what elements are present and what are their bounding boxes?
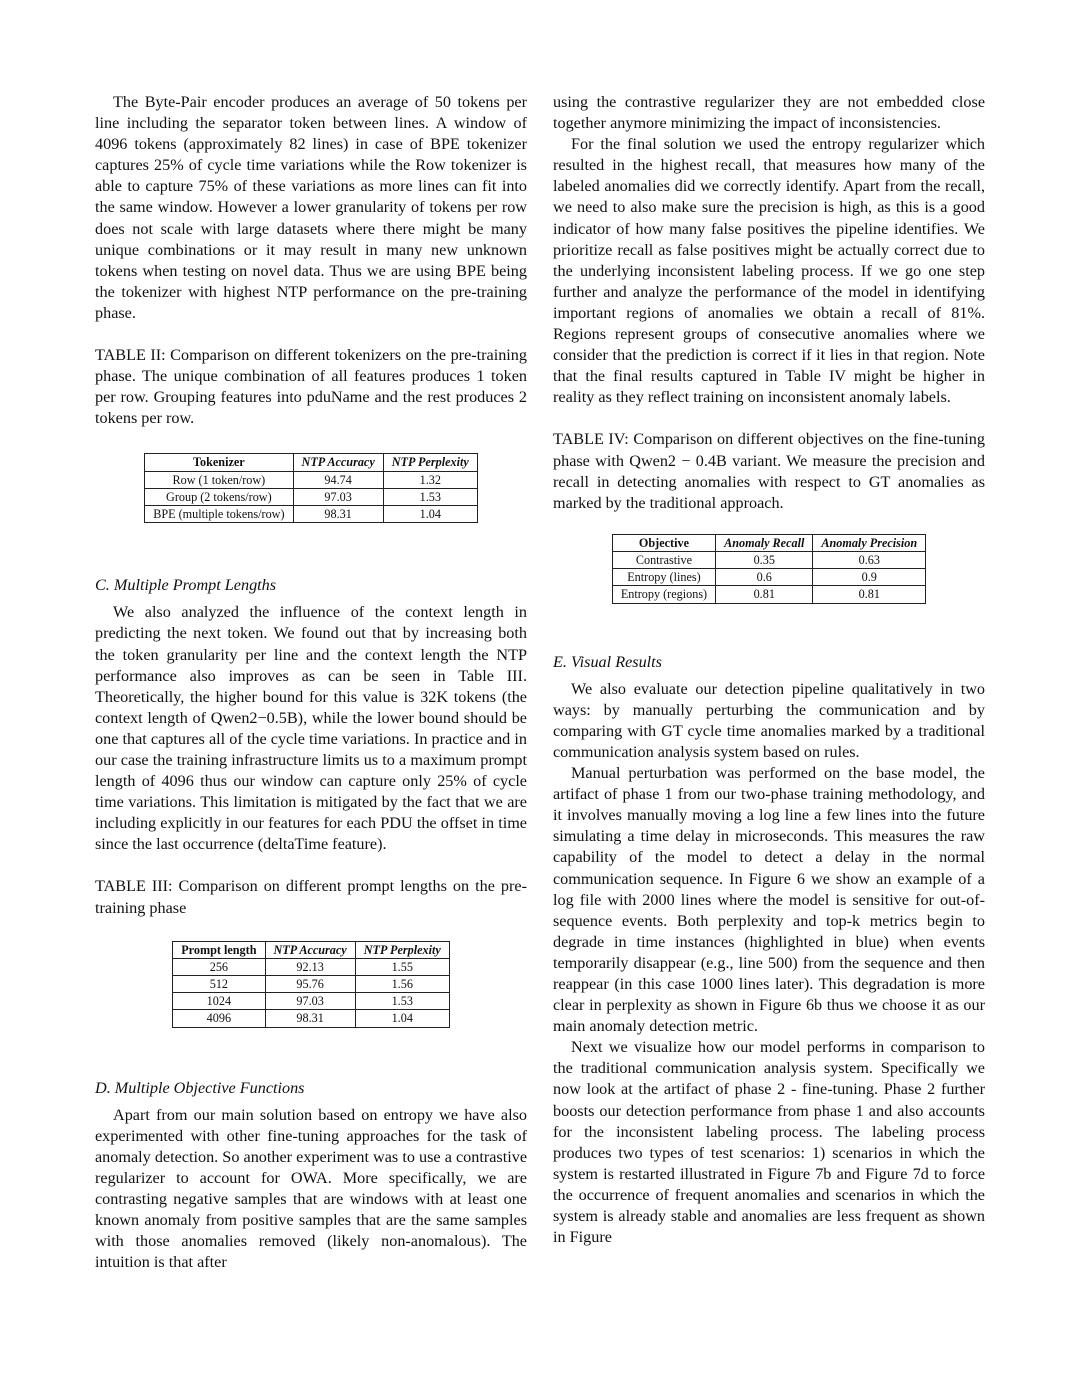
table-row	[612, 551, 925, 568]
paragraph-contrastive-continued: using the contrastive regularizer they are not embedded close together anymore minimizing the impact of inconsistencies.	[553, 93, 985, 133]
table-cell: 0.9	[813, 569, 926, 586]
table-4	[612, 534, 926, 604]
paragraph-visual-results: We also evaluate our detection pipeline qualitatively in two ways: by manually perturbing the communication and by comparing with GT cycle time anomalies marked by a traditional communication analysis system based on rules.	[553, 679, 985, 761]
table-cell: 0.81	[716, 586, 813, 603]
table-cell: 92.13	[265, 958, 355, 975]
section-heading-d: D. Multiple Objective Functions	[95, 1078, 305, 1097]
table-row	[173, 993, 450, 1010]
table-cell: 1.32	[383, 471, 477, 488]
table-cell: 98.31	[293, 506, 383, 523]
table-cell: 4096	[173, 1010, 265, 1027]
paragraph-manual-perturbation: Manual perturbation was performed on the base model, the artifact of phase 1 from our two-phase training methodology, and it involves manually moving a log line a few lines into the future simulating a time delay in microseconds. This measures the raw capability of the model to detect a delay in the normal communication sequence. In Figure 6 we show an example of a log file with 2000 lines where the model is sensitive for out-of-sequence events. Both perplexity and top-k metrics begin to degrade in time instances (highlighted in blue) when events temporarily disappear (e.g., line 500) from the sequence and then reappear (in this case 1000 lines later). This degradation is more clear in perplexity as shown in Figure 6b thus we choose it as our main anomaly detection metric.	[553, 764, 985, 1036]
paragraph-prompt-lengths: We also analyzed the influence of the context length in predicting the next token. We found out that by increasing both the token granularity per line and the context length the NTP performance also improves as can be seen in Table III. Theoretically, the higher bound for this value is 32K tokens (the context length of Qwen2−0.5B), while the lower bound should be one that captures all of the cycle time variations. In practice and in our case the training infrastructure limits us to a maximum prompt length of 4096 thus our window can capture only 25% of cycle time variations. This limitation is mitigated by the fact that we are including explicitly in our features for each PDU the offset in time since the last occurrence (deltaTime feature).	[95, 603, 527, 854]
table-cell: 1.04	[355, 1010, 449, 1027]
table-row	[145, 471, 478, 488]
table-header: NTP Perplexity	[355, 941, 449, 958]
table-cell: 1.55	[355, 958, 449, 975]
table-cell: 98.31	[265, 1010, 355, 1027]
table-header: Objective	[612, 534, 715, 551]
table-cell: Entropy (regions)	[612, 586, 715, 603]
paragraph-tokenizer: The Byte-Pair encoder produces an average of 50 tokens per line including the separator token between lines. A window of 4096 tokens (approximately 82 lines) in case of BPE tokenizer captures 25% of cycle time variations while the Row tokenizer is able to capture 75% of these variations as more lines can fit into the same window. However a lower granularity of tokens per row does not scale with large datasets where there might be many unique combinations or it may result in many new unknown tokens when testing on novel data. Thus we are using BPE being the tokenizer with highest NTP performance on the pre-training phase.	[95, 93, 527, 322]
table-cell: 512	[173, 976, 265, 993]
table-row	[145, 488, 478, 505]
table-cell: 0.63	[813, 551, 926, 568]
paragraph-final-solution: For the final solution we used the entropy regularizer which resulted in the highest recall, that measures how many of the labeled anomalies did we correctly identify. Apart from the recall, we need to also make sure the precision is high, as this is a good indicator of how many false positives the pipeline identifies. We prioritize recall as false positives might be actually correct due to the underlying inconsistent labeling process. If we go one step further and analyze the performance of the model in identifying important regions of anomalies we obtain a recall of 81%. Regions represent groups of consecutive anomalies where we consider that the prediction is correct if it lies in that region. Note that the final results captured in Table IV might be higher in reality as they reflect training on inconsistent anomaly labels.	[553, 135, 985, 407]
table-cell: 97.03	[265, 993, 355, 1010]
table-row	[173, 958, 450, 975]
table-row	[145, 506, 478, 523]
table-cell: Row (1 token/row)	[145, 471, 293, 488]
table-header: NTP Accuracy	[293, 454, 383, 471]
table-cell: BPE (multiple tokens/row)	[145, 506, 293, 523]
table-row	[173, 976, 450, 993]
paragraph-objectives: Apart from our main solution based on entropy we have also experimented with other fine-tuning approaches for the task of anomaly detection. So another experiment was to use a contrastive regularizer to account for OWA. More specifically, we are contrasting negative samples that are windows with at least one known anomaly from positive samples that are the same samples with those anomalies removed (likely non-anomalous). The intuition is that after	[95, 1105, 527, 1272]
section-heading-c: C. Multiple Prompt Lengths	[95, 576, 277, 595]
table-cell: 1024	[173, 993, 265, 1010]
section-heading-e: E. Visual Results	[553, 652, 662, 671]
table-row	[612, 586, 925, 603]
right-column	[553, 92, 985, 1248]
table-3	[172, 941, 450, 1028]
table-2-caption: TABLE II: Comparison on different tokenizers on the pre-training phase. The unique combination of all features produces 1 token per row. Grouping features into pduName and the rest produces 2 tokens per row.	[95, 346, 527, 428]
table-cell: 1.53	[383, 488, 477, 505]
table-3-caption: TABLE III: Comparison on different prompt lengths on the pre-training phase	[95, 877, 527, 917]
table-header: NTP Perplexity	[383, 454, 477, 471]
table-cell: 1.53	[355, 993, 449, 1010]
table-cell: 0.6	[716, 569, 813, 586]
table-cell: 0.35	[716, 551, 813, 568]
table-cell: 256	[173, 958, 265, 975]
table-header: NTP Accuracy	[265, 941, 355, 958]
table-cell: 94.74	[293, 471, 383, 488]
table-row	[612, 569, 925, 586]
table-cell: 95.76	[265, 976, 355, 993]
table-header: Tokenizer	[145, 454, 293, 471]
table-4-caption: TABLE IV: Comparison on different objectives on the fine-tuning phase with Qwen2 − 0.4B variant. We measure the precision and recall in detecting anomalies with respect to GT anomalies as marked by the traditional approach.	[553, 430, 985, 512]
table-cell: 97.03	[293, 488, 383, 505]
table-cell: Group (2 tokens/row)	[145, 488, 293, 505]
table-2	[144, 453, 478, 523]
table-cell: 1.04	[383, 506, 477, 523]
paragraph-comparison: Next we visualize how our model performs in comparison to the traditional communication analysis system. Specifically we now look at the artifact of phase 2 - fine-tuning. Phase 2 further boosts our detection performance from phase 1 and also accounts for the inconsistent labeling process. The labeling process produces two types of test scenarios: 1) scenarios in which the system is restarted illustrated in Figure 7b and Figure 7d to force the occurrence of frequent anomalies and scenarios in which the system is already stable and anomalies are less frequent as shown in Figure	[553, 1038, 985, 1247]
table-cell: 0.81	[813, 586, 926, 603]
left-column	[95, 92, 527, 1273]
table-header: Prompt length	[173, 941, 265, 958]
table-cell: Contrastive	[612, 551, 715, 568]
table-row	[173, 1010, 450, 1027]
table-cell: 1.56	[355, 976, 449, 993]
table-header: Anomaly Recall	[716, 534, 813, 551]
table-header: Anomaly Precision	[813, 534, 926, 551]
table-cell: Entropy (lines)	[612, 569, 715, 586]
